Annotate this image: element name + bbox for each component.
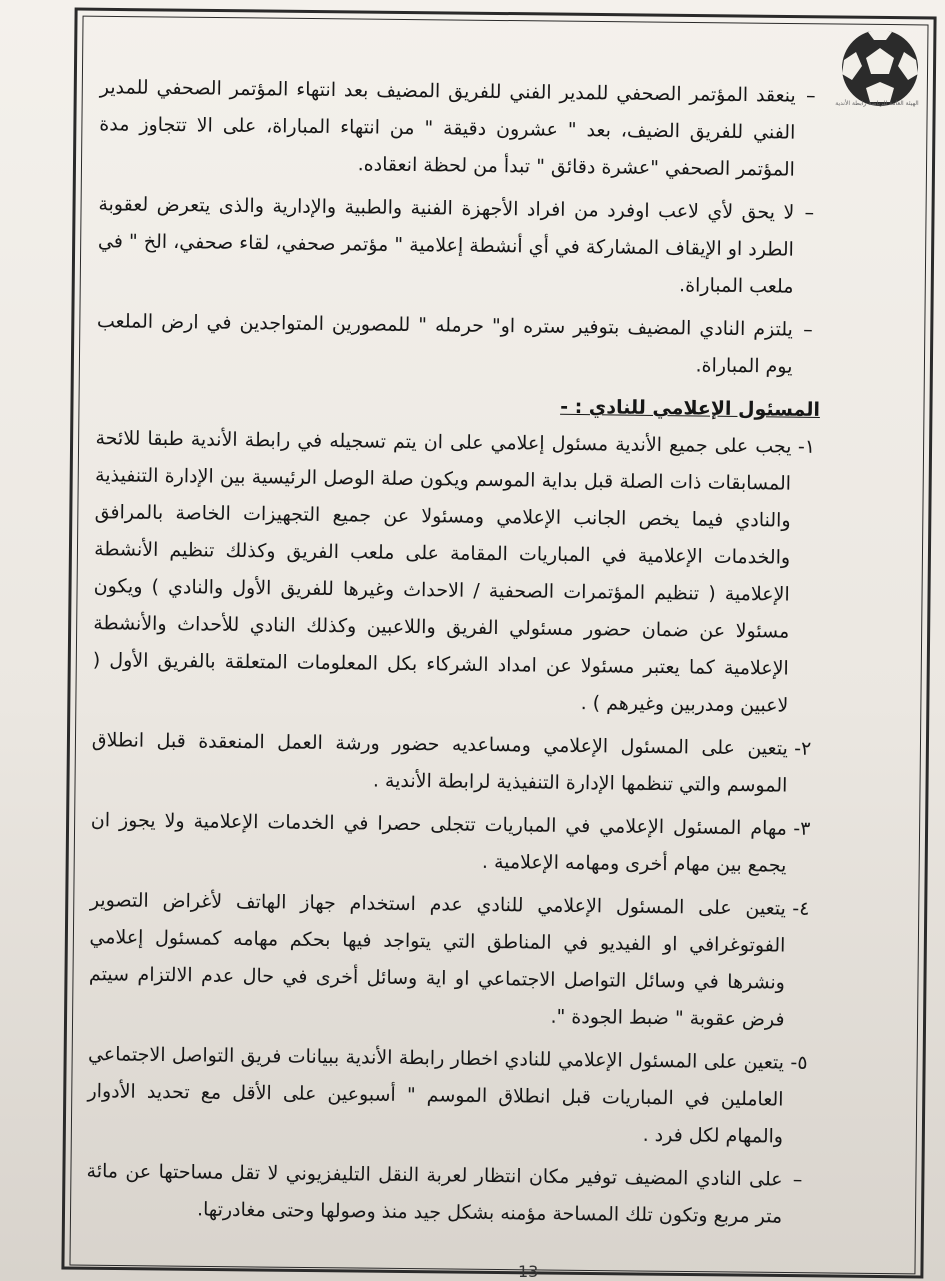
bullet-text: يلتزم النادي المضيف بتوفير ستره او" حرمله " للمصورين المتواجدين في ارض الملعب يوم المباراة. xyxy=(96,310,794,378)
document-body xyxy=(86,69,824,1242)
bullet-marker: – xyxy=(805,84,816,107)
bullet-item xyxy=(99,69,824,189)
item-text: يتعين على المسئول الإعلامي للنادي اخطار رابطة الأندية ببيانات فريق التواصل الاجتماعي العاملين في المباريات قبل انطلاق الموسم " أسبوعين على الأقل مع تحديد الأدوار والمهام لكل فرد . xyxy=(87,1043,785,1148)
bullet-item xyxy=(96,303,821,386)
item-number: ٢- xyxy=(794,737,812,760)
football-icon xyxy=(830,26,922,126)
bullet-text: ينعقد المؤتمر الصحفي للمدير الفني للفريق المضيف بعد انتهاء المؤتمر الصحفي للمدير الفني للفريق الضيف، بعد " عشرون دقيقة " من انتهاء المباراة، على الا تتجاوز مدة المؤتمر الصحفي "عشرة دقائق " تبدأ من لحظة انعقاده. xyxy=(99,76,796,181)
numbered-item xyxy=(91,722,816,805)
numbered-item xyxy=(92,420,820,725)
bullet-marker: – xyxy=(804,201,815,224)
bullet-text: لا يحق لأي لاعب اوفرد من افراد الأجهزة الفنية والطبية والإدارية والذى يتعرض لعقوبة الطرد او الإيقاف المشاركة في أي أنشطة إعلامية " مؤتمر صحفي، لقاء صحفي، الخ " في ملعب المباراة. xyxy=(97,193,795,298)
item-text: يجب على جميع الأندية مسئول إعلامي على ان يتم تسجيله في رابطة الأندية طبقا للائحة المسابقات ذات الصلة قبل بداية الموسم ويكون صلة الوصل الرئيسية بين الإدارة التنفيذية والنادي فيما يخص الجانب الإعلامي ومسئولا عن جميع التجهيزات الخاصة بالمرافق والخدمات الإعلامية في المباريات المقامة على ملعب الفريق وكذلك تنظيم الأنشطة الإعلامية ( تنظيم المؤتمرات الصحفية / الاحداث وغيرها للفريق الأول والنادي ) ويكون مسئولا عن ضمان حضور مسئولي الفريق واللاعبين وكذلك النادي للأحداث والأنشطة الإعلامية كما يعتبر مسئولا عن امداد الشركاء بكل المعلومات المتعلقة بالفريق الأول ( لاعبين ومدربين وغيرهم ) . xyxy=(92,427,792,717)
bullet-marker: – xyxy=(792,1168,803,1191)
item-number: ٣- xyxy=(793,817,811,840)
item-text: مهام المسئول الإعلامي في المباريات تتجلى حصرا في الخدمات الإعلامية ولا يجوز ان يجمع بين مهام أخرى ومهامه الإعلامية . xyxy=(90,809,787,877)
numbered-item xyxy=(88,882,814,1039)
item-text: يتعين على المسئول الإعلامي ومساعديه حضور ورشة العمل المنعقدة قبل انطلاق الموسم والتي تنظمها الإدارة التنفيذية لرابطة الأندية . xyxy=(91,729,788,797)
bullet-marker: – xyxy=(803,318,813,341)
bullet-text: على النادي المضيف توفير مكان انتظار لعربة النقل التليفزيوني لا تقل مساحتها عن مائة متر مربع وتكون تلك المساحة مؤمنه بشكل جيد منذ وصولها وحتى مغادرتها. xyxy=(86,1160,783,1228)
item-number: ١- xyxy=(797,435,816,458)
item-number: ٥- xyxy=(790,1051,808,1074)
bullet-item xyxy=(97,186,822,306)
numbered-item xyxy=(90,802,815,885)
item-text: يتعين على المسئول الإعلامي للنادي عدم استخدام جهاز الهاتف لأغراض التصوير الفوتوغرافي او الفيديو في المناطق التي يتواجد فيها بحكم مهامه كمسئول إعلامي ونشرها في وسائل التواصل الاجتماعي او اية وسائل أخرى في حال عدم الالتزام سيتم فرض عقوبة " ضبط الجودة ". xyxy=(88,889,786,1031)
bullet-item xyxy=(86,1153,811,1236)
logo-caption: الهيئة العامة للرياضة رابطة الأندية xyxy=(835,100,919,107)
numbered-item xyxy=(87,1036,812,1156)
page-number: 13 xyxy=(518,1262,539,1281)
section-heading: المسئول الإعلامي للنادي : - xyxy=(560,395,821,421)
item-number: ٤- xyxy=(792,897,810,920)
